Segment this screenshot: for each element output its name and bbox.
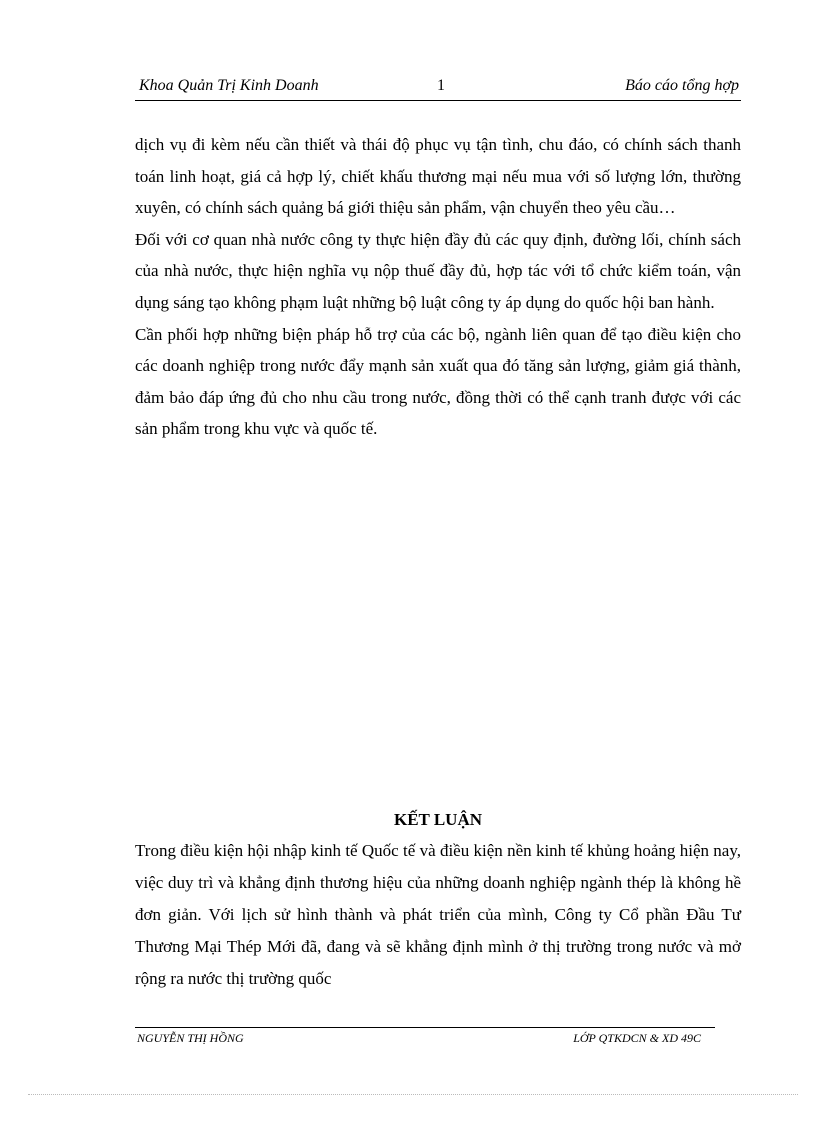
conclusion-paragraph: Trong điều kiện hội nhập kinh tế Quốc tế và điều kiện nền kinh tế khủng hoảng hiện nay, việc duy trì và khẳng định thương hiệu của những doanh nghiệp ngành thép là không hề đơn giản. Với lịch sử hình thành và phát triển của mình, Công ty Cổ phần Đầu Tư Thương Mại Thép Mới đã, đang và sẽ khẳng định mình ở thị trường trong nước và mở rộng ra nước thị trường quốc [135,841,741,988]
body-paragraph: Đối với cơ quan nhà nước công ty thực hiện đầy đủ các quy định, đường lối, chính sách của nhà nước, thực hiện nghĩa vụ nộp thuế đầy đủ, hợp tác với tổ chức kiểm toán, vận dụng sáng tạo không phạm luật những bộ luật công ty áp dụng do quốc hội ban hành. [135,229,741,312]
header-page-number: 1 [437,77,445,94]
header-department: Khoa Quản Trị Kinh Doanh [139,77,319,94]
footer-class: LỚP QTKDCN & XD 49C [573,1031,701,1045]
body-paragraph: dịch vụ đi kèm nếu cần thiết và thái độ phục vụ tận tình, chu đáo, có chính sách thanh toán linh hoạt, giá cả hợp lý, chiết khấu thương mại nếu mua với số lượng lớn, thường xuyên, có chính sách quảng bá giới thiệu sản phẩm, vận chuyển theo yêu cầu… [135,135,741,218]
body-text [135,129,741,445]
conclusion-title: KẾT LUẬN [393,810,482,829]
page-footer [135,1027,715,1045]
page-edge-divider [28,1094,798,1095]
body-paragraph: Cần phối hợp những biện pháp hỗ trợ của các bộ, ngành liên quan để tạo điều kiện cho các doanh nghiệp trong nước đẩy mạnh sản xuất qua đó tăng sản lượng, giảm giá thành, đảm bảo đáp ứng đủ cho nhu cầu trong nước, đồng thời có thể cạnh tranh được với các sản phẩm trong khu vực và quốc tế. [135,324,741,439]
page-header [135,76,741,101]
conclusion-section [135,805,741,995]
footer-author: NGUYỄN THỊ HỒNG [137,1031,244,1045]
header-report-title: Báo cáo tổng hợp [625,77,739,94]
